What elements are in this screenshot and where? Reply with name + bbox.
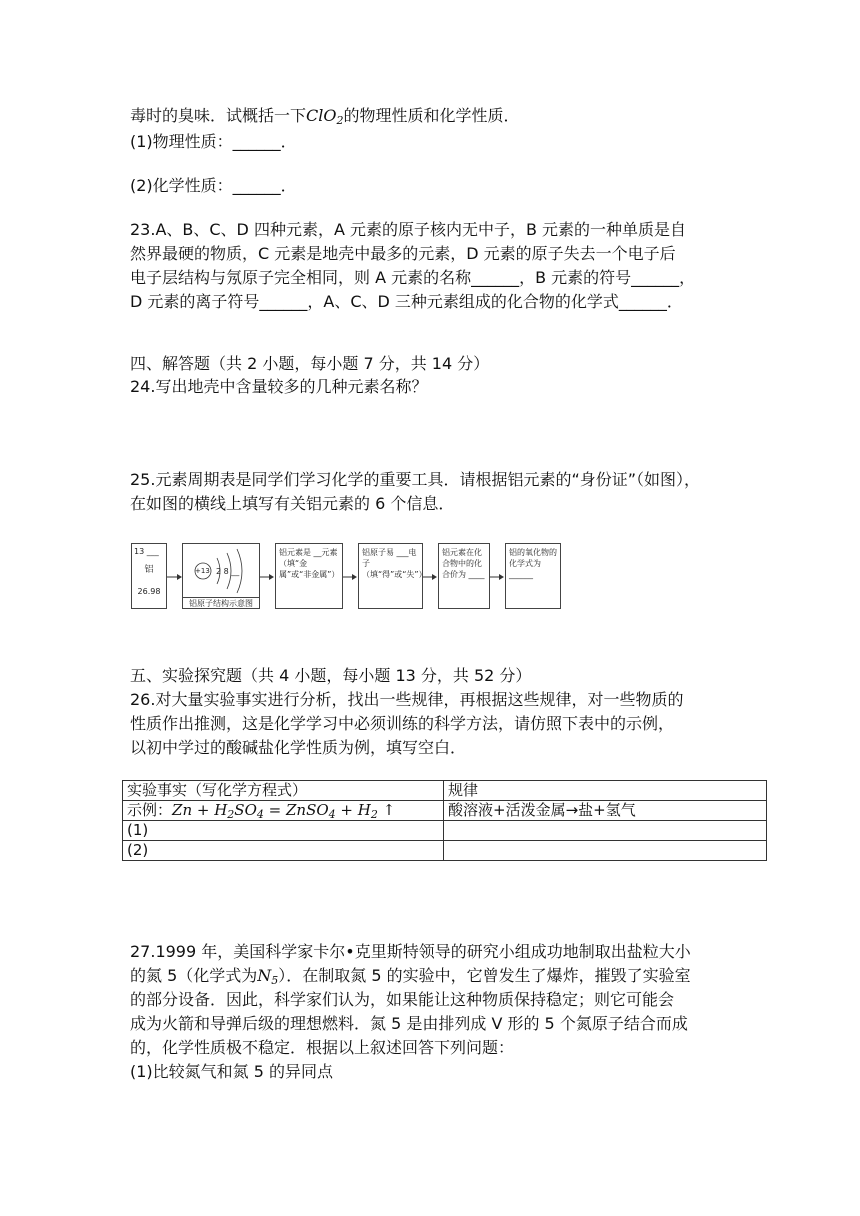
q23-line-2: 然界最硬的物质，C 元素是地壳中最多的元素，D 元素的原子失去一个电子后 bbox=[130, 244, 676, 263]
example-rule-cell: 酸溶液+活泼金属→盐+氢气 bbox=[444, 801, 767, 821]
q27-line-2-post: ）．在制取氮 5 的实验中，它曾发生了爆炸，摧毁了实验室 bbox=[278, 966, 691, 985]
table-header-fact: 实验事实（写化学方程式） bbox=[123, 781, 444, 801]
q23-line-3: 电子层结构与氖原子完全相同，则 A 元素的名称______，B 元素的符号______， bbox=[130, 268, 696, 287]
n5-formula: $N_5$ bbox=[257, 966, 279, 987]
q26-line-1: 26.对大量实验事实进行分析，找出一些规律，再根据这些规律，对一些物质的 bbox=[130, 690, 684, 709]
table-row bbox=[123, 841, 767, 861]
q25-line-2: 在如图的横线上填写有关铝元素的 6 个信息． bbox=[130, 494, 455, 513]
q22-text-pre: 毒时的臭味．试概括一下 bbox=[130, 106, 307, 125]
q22-intro-line bbox=[130, 106, 520, 126]
example-equation: $Zn + H_2SO_4$ = ZnSO$_4$ + $H_2$ ↑ bbox=[172, 801, 396, 821]
info-box-valence: 铝元素在化合物中的化合价为 ____ bbox=[438, 543, 490, 609]
q22-chemical-property: (2)化学性质：______． bbox=[130, 176, 297, 195]
clo2-formula: ClO$_2$ bbox=[306, 106, 344, 127]
element-symbol: 铝 bbox=[144, 565, 154, 575]
q22-physical-property: (1)物理性质：______． bbox=[130, 132, 297, 151]
element-mass: 26.98 bbox=[137, 587, 161, 596]
table-row bbox=[123, 801, 767, 821]
atom-structure-box bbox=[182, 543, 260, 609]
atom-caption: 铝原子结构示意图 bbox=[183, 597, 259, 609]
section-5-heading: 五、实验探究题（共 4 小题，每小题 13 分，共 52 分） bbox=[130, 666, 532, 685]
q26-line-2: 性质作出推测，这是化学学习中必须训练的科学方法，请仿照下表中的示例， bbox=[130, 714, 675, 733]
q27-line-2 bbox=[130, 966, 691, 986]
q25-line-1: 25.元素周期表是同学们学习化学的重要工具．请根据铝元素的“身份证”（如图）， bbox=[130, 470, 701, 489]
q27-line-3: 的部分设备．因此，科学家们认为，如果能让这种物质保持稳定；则它可能会 bbox=[130, 990, 675, 1009]
q23-line-4: D 元素的离子符号______，A、C、D 三种元素组成的化合物的化学式______． bbox=[130, 292, 683, 311]
row-1-rule-cell[interactable] bbox=[444, 821, 767, 841]
atom-electrons: 2 8 __ bbox=[216, 567, 240, 576]
atom-nucleus: +13 bbox=[195, 567, 210, 575]
q23-line-1: 23.A、B、C、D 四种元素，A 元素的原子核内无中子，B 元素的一种单质是自 bbox=[130, 220, 687, 239]
info-box-metal: 铝元素是 __元素（填“金属”或“非金属”） bbox=[275, 543, 343, 609]
q22-text-post: 的物理性质和化学性质． bbox=[343, 106, 520, 125]
table-row bbox=[123, 821, 767, 841]
table-header-row bbox=[123, 781, 767, 801]
element-card bbox=[131, 543, 167, 609]
row-2-rule-cell[interactable] bbox=[444, 841, 767, 861]
info-box-oxide: 铝的氧化物的化学式为 ______ bbox=[505, 543, 561, 609]
element-number: 13 ___ bbox=[134, 547, 159, 556]
example-equation-cell bbox=[123, 801, 444, 821]
q26-line-3: 以初中学过的酸碱盐化学性质为例，填写空白． bbox=[130, 738, 467, 757]
q27-line-6: (1)比较氮气和氮 5 的异同点 bbox=[130, 1062, 334, 1081]
q24-text: 24.写出地壳中含量较多的几种元素名称？ bbox=[130, 377, 428, 396]
experiment-table bbox=[122, 780, 767, 861]
section-4-heading: 四、解答题（共 2 小题，每小题 7 分，共 14 分） bbox=[130, 354, 490, 373]
q27-line-5: 的，化学性质极不稳定．根据以上叙述回答下列问题： bbox=[130, 1038, 515, 1057]
q27-line-1: 27.1999 年，美国科学家卡尔•克里斯特领导的研究小组成功地制取出盐粒大小 bbox=[130, 942, 691, 961]
row-2-fact-cell[interactable]: (2) bbox=[123, 841, 444, 861]
q27-line-4: 成为火箭和导弹后级的理想燃料．氮 5 是由排列成 V 形的 5 个氮原子结合而成 bbox=[130, 1014, 688, 1033]
example-label: 示例： bbox=[127, 801, 173, 819]
info-box-electrons: 铝原子易 ___电子（填“得”或“失”） bbox=[358, 543, 423, 609]
table-header-rule: 规律 bbox=[444, 781, 767, 801]
q27-line-2-pre: 的氮 5（化学式为 bbox=[130, 966, 258, 985]
row-1-fact-cell[interactable]: (1) bbox=[123, 821, 444, 841]
